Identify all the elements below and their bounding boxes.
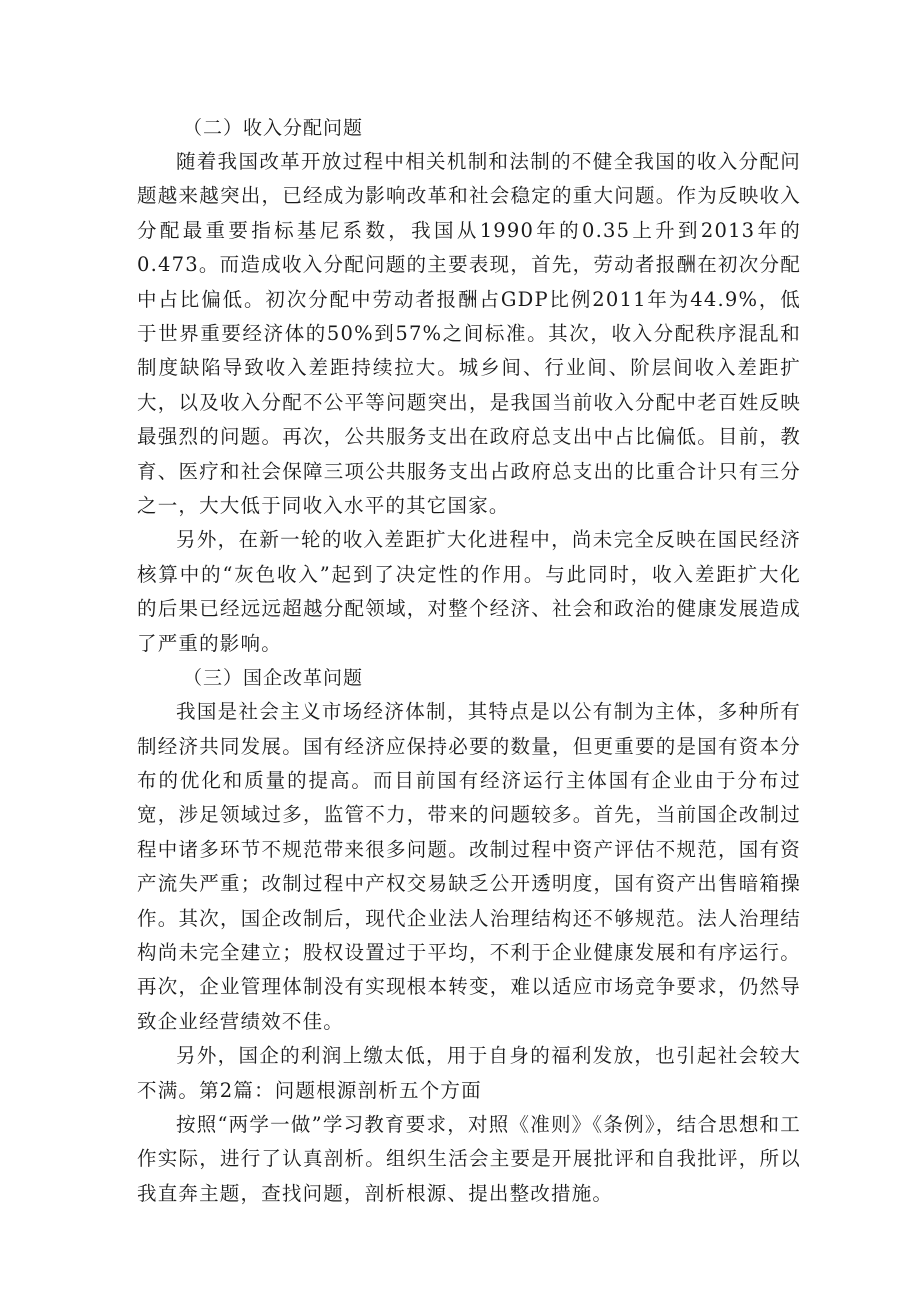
- body-paragraph: 按照“两学一做”学习教育要求，对照《准则》《条例》，结合思想和工作实际，进行了认真剖析。组织生活会主要是开展批评和自我批评，所以我直奔主题，查找问题，剖析根源、提出整改措施。: [137, 1112, 801, 1205]
- document-page: [137, 111, 801, 1211]
- section-heading-soe-reform: （三）国企改革问题: [183, 667, 364, 690]
- body-paragraph: 随着我国改革开放过程中相关机制和法制的不健全我国的收入分配问题越来越突出，已经成为影响改革和社会稳定的重大问题。作为反映收入分配最重要指标基尼系数，我国从1990年的0.35上升到2013年的0.473。而造成收入分配问题的主要表现，首先，劳动者报酬在初次分配中占比偏低。初次分配中劳动者报酬占GDP比例2011年为44.9%，低于世界重要经济体的50%到57%之间标准。其次，收入分配秩序混乱和制度缺陷导致收入差距持续拉大。城乡间、行业间、阶层间收入差距扩大，以及收入分配不公平等问题突出，是我国当前收入分配中老百姓反映最强烈的问题。再次，公共服务支出在政府总支出中占比偏低。目前，教育、医疗和社会保障三项公共服务支出占政府总支出的比重合计只有三分之一，大大低于同收入水平的其它国家。: [137, 150, 801, 518]
- body-paragraph: 我国是社会主义市场经济体制，其特点是以公有制为主体，多种所有制经济共同发展。国有经济应保持必要的数量，但更重要的是国有资本分布的优化和质量的提高。而目前国有经济运行主体国有企业由于分布过宽，涉足领域过多，监管不力，带来的问题较多。首先，当前国企改制过程中诸多环节不规范带来很多问题。改制过程中资产评估不规范，国有资产流失严重；改制过程中产权交易缺乏公开透明度，国有资产出售暗箱操作。其次，国企改制后，现代企业法人治理结构还不够规范。法人治理结构尚未完全建立；股权设置过于平均，不利于企业健康发展和有序运行。再次，企业管理体制没有实现根本转变，难以适应市场竞争要求，仍然导致企业经营绩效不佳。: [137, 700, 801, 1033]
- body-paragraph: 另外，国企的利润上缴太低，用于自身的福利发放，也引起社会较大不满。第2篇：问题根源剖析五个方面: [137, 1044, 801, 1102]
- body-paragraph: 另外，在新一轮的收入差距扩大化进程中，尚未完全反映在国民经济核算中的“灰色收入”起到了决定性的作用。与此同时，收入差距扩大化的后果已经远远超越分配领域，对整个经济、社会和政治的健康发展造成了严重的影响。: [137, 528, 801, 655]
- section-heading-income-distribution: （二）收入分配问题: [183, 117, 364, 139]
